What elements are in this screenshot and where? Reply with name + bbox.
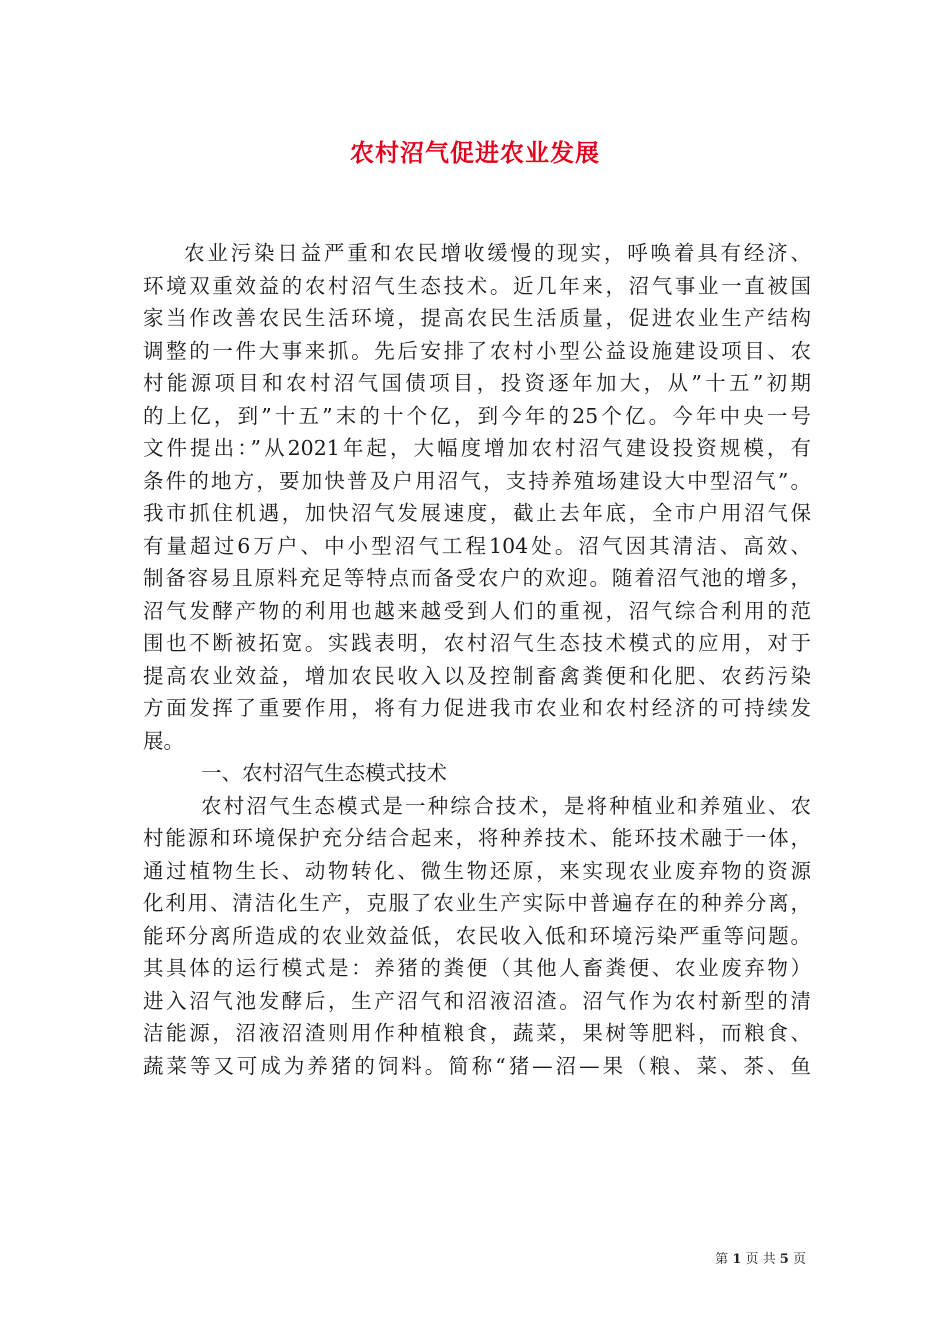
footer-prefix: 第 [715, 1252, 729, 1267]
paragraph-line: 蔬菜等又可成为养猪的饲料。简称“猪—沼—果（粮、菜、茶、鱼 [143, 1053, 811, 1078]
paragraph-line: 我市抓住机遇，加快沼气发展速度，截止去年底，全市户用沼气保 [143, 501, 811, 525]
document-title: 农村沼气促进农业发展 [350, 138, 600, 167]
footer-suffix: 页 [792, 1252, 806, 1267]
page-footer [715, 1248, 806, 1267]
paragraph-line: 调整的一件大事来抓。先后安排了农村小型公益设施建设项目、农 [143, 338, 811, 363]
current-page-number: 1 [732, 1252, 742, 1267]
paragraph-line: 制备容易且原料充足等特点而备受农户的欢迎。随着沼气池的增多， [143, 566, 811, 590]
paragraph-line: 围也不断被拓宽。实践表明，农村沼气生态技术模式的应用，对于 [143, 631, 811, 655]
paragraph-line: 村能源和环境保护充分结合起来，将种养技术、能环技术融于一体， [143, 826, 811, 850]
footer-middle: 页 共 [745, 1252, 776, 1267]
total-pages-number: 5 [779, 1252, 789, 1267]
paragraph-line: 有量超过6万户、中小型沼气工程104处。沼气因其清洁、高效、 [143, 533, 811, 558]
section-heading: 一、农村沼气生态模式技术 [201, 761, 447, 785]
paragraph-line: 能环分离所造成的农业效益低，农民收入低和环境污染严重等问题。 [143, 923, 811, 948]
paragraph-line: 展。 [143, 728, 184, 753]
paragraph-line: 通过植物生长、动物转化、微生物还原，来实现农业废弃物的资源 [143, 858, 811, 883]
paragraph-line: 农村沼气生态模式是一种综合技术，是将种植业和养殖业、农 [201, 793, 811, 818]
paragraph-line: 农业污染日益严重和农民增收缓慢的现实，呼唤着具有经济、 [184, 241, 811, 265]
document-body [143, 237, 811, 1082]
paragraph-line: 洁能源，沼液沼渣则用作种植粮食，蔬菜，果树等肥料，而粮食、 [143, 1021, 811, 1045]
paragraph-line: 方面发挥了重要作用，将有力促进我市农业和农村经济的可持续发 [143, 696, 811, 720]
paragraph-line: 村能源项目和农村沼气国债项目，投资逐年加大，从”十五”初期 [143, 371, 811, 395]
paragraph-line: 的上亿，到”十五”末的十个亿，到今年的25个亿。今年中央一号 [143, 403, 811, 428]
paragraph-line: 提高农业效益，增加农民收入以及控制畜禽粪便和化肥、农药污染 [143, 663, 811, 688]
paragraph-line: 环境双重效益的农村沼气生态技术。近几年来，沼气事业一直被国 [143, 273, 811, 298]
paragraph-line: 进入沼气池发酵后，生产沼气和沼液沼渣。沼气作为农村新型的清 [143, 988, 811, 1013]
paragraph-line: 文件提出：”从2021年起，大幅度增加农村沼气建设投资规模，有 [143, 436, 811, 460]
paragraph-line: 家当作改善农民生活环境，提高农民生活质量，促进农业生产结构 [143, 306, 811, 330]
paragraph-line: 其具体的运行模式是：养猪的粪便（其他人畜粪便、农业废弃物） [143, 956, 811, 980]
paragraph-line: 沼气发酵产物的利用也越来越受到人们的重视，沼气综合利用的范 [143, 598, 811, 623]
paragraph-line: 条件的地方，要加快普及户用沼气，支持养殖场建设大中型沼气”。 [143, 468, 811, 493]
paragraph-line: 化利用、清洁化生产，克服了农业生产实际中普遍存在的种养分离， [143, 891, 811, 915]
